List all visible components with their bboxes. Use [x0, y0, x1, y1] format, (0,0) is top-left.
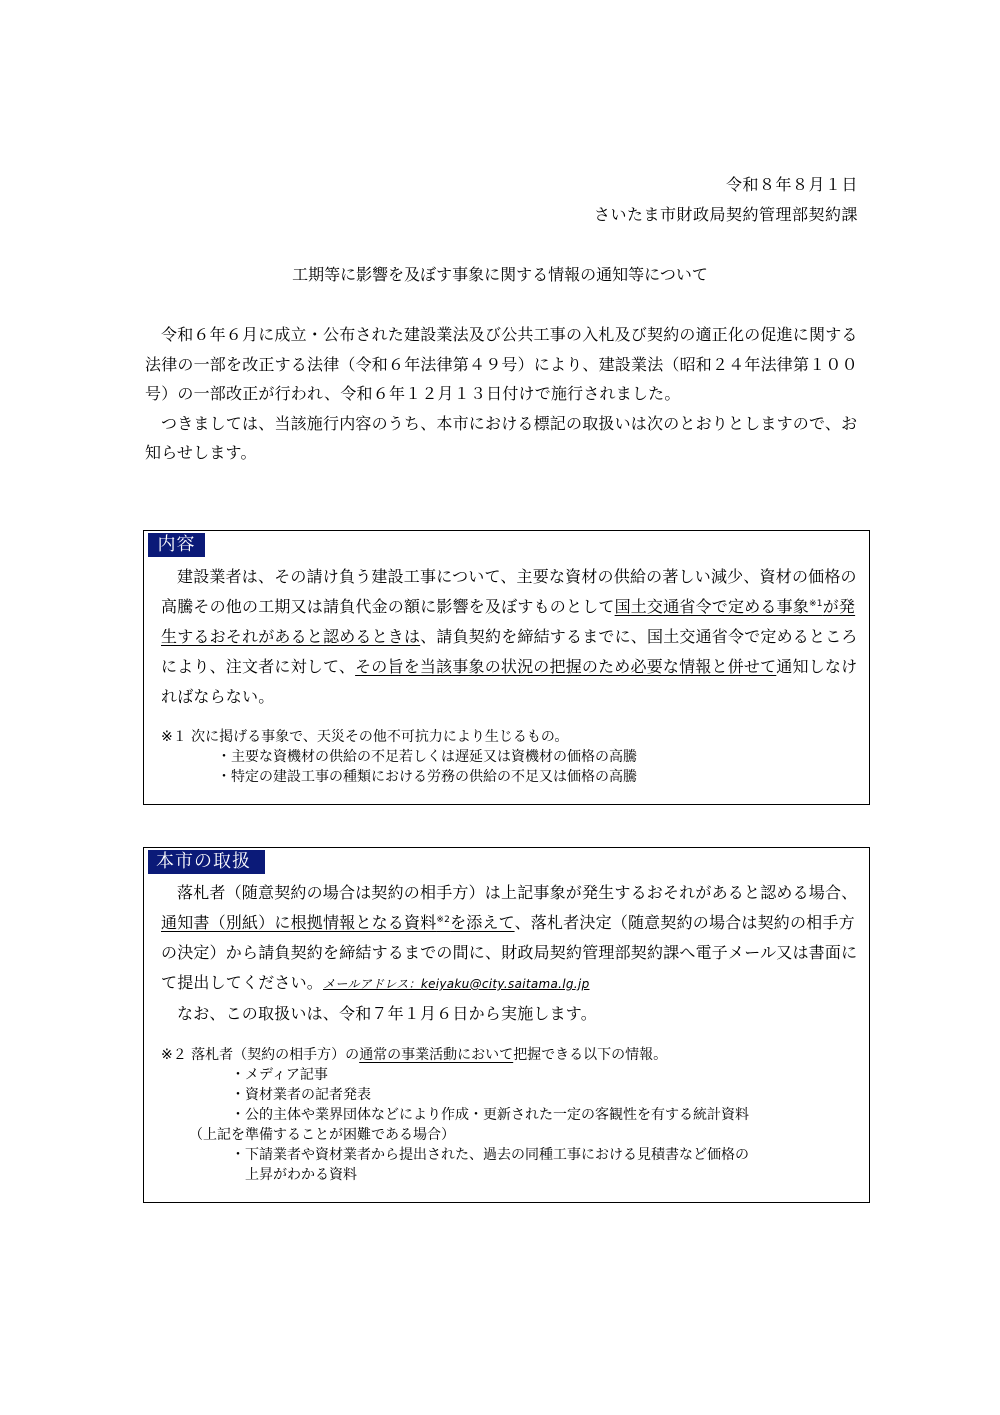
- content-text: 、請負契約を締結するまでに、国土交通省令で定めるところにより、注文者に対して、: [161, 627, 858, 676]
- start-date-text: なお、この取扱いは、令和７年１月６日から実施します。: [177, 1004, 597, 1023]
- content-text-underlined: その旨を当該事象の状況の把握のため必要な情報と併せて: [355, 657, 777, 676]
- intro-paragraph-2: つきましては、当該施行内容のうち、本市における標記の取扱いは次のとおりとしますので、お知らせします。: [145, 413, 858, 462]
- footnote-heading: ※２ 落札者（契約の相手方）の通常の事業活動において把握できる以下の情報。: [161, 1047, 668, 1063]
- content-label: 内容: [148, 533, 205, 557]
- footnote-2: [161, 1045, 861, 1185]
- footnote-item: ・特定の建設工事の種類における労務の供給の不足又は価格の高騰: [217, 769, 637, 785]
- footnote-item: ・下請業者や資材業者から提出された、過去の同種工事における見積書など価格の: [231, 1147, 749, 1163]
- content-text: 建設業者は、その請け負う建設工事について、主要な資材の供給の著しい減少、資材の価格の高騰その他の工期又は請負代金の額に影響を及ぼすものとして: [161, 567, 857, 616]
- city-handling-box: [143, 847, 870, 1203]
- footnote-item: ・公的主体や業界団体などにより作成・更新された一定の客観性を有する統計資料: [231, 1107, 749, 1123]
- footnote-item-cont: 上昇がわかる資料: [245, 1167, 357, 1183]
- content-box: [143, 530, 870, 805]
- footnote-item: ・主要な資機材の供給の不足若しくは遅延又は資機材の価格の高騰: [217, 749, 637, 765]
- email-address[interactable]: メールアドレス：keiyaku@city.saitama.lg.jp: [323, 977, 590, 991]
- footnote-item: ・メディア記事: [231, 1067, 328, 1083]
- footnote-ref-2: ※2: [436, 915, 451, 925]
- issuer-name: さいたま市財政局契約管理部契約課: [593, 205, 858, 224]
- footnote-heading: ※１ 次に掲げる事象で、天災その他不可抗力により生じるもの。: [161, 729, 569, 745]
- intro-paragraph-1: 令和６年６月に成立・公布された建設業法及び公共工事の入札及び契約の適正化の促進に関する法律の一部を改正する法律（令和６年法律第４９号）により、建設業法（昭和２４年法律第１００号）の一部改正が行われ、令和６年１２月１３日付けで施行されました。: [145, 325, 858, 403]
- city-handling-paragraph: 落札者（随意契約の場合は契約の相手方）は上記事象が発生するおそれがあると認める場合、通知書（別紙）に根拠情報となる資料$^{※2}$を添えて、落札者決定（随意契約の場合は契約の相手方の決定）から請負契約を締結するまでの間に、財政局契約管理部契約課へ電子メール又は書面にて提出してください。メールアドレス：keiyaku@city.saitama.lg.jp なお、この取扱いは、令和７年１月６日から実施します。: [161, 878, 859, 1029]
- document-date: 令和８年８月１日: [725, 175, 858, 194]
- content-text-underlined: 国土交通省令で定める事象$^{※1}$が発生するおそれがあると認めるときは: [161, 597, 856, 646]
- document-title: 工期等に影響を及ぼす事象に関する情報の通知等について: [292, 265, 708, 284]
- content-text: 通知しなければならない。: [161, 657, 858, 706]
- footnote-condition: （上記を準備することが困難である場合）: [189, 1127, 455, 1143]
- footnote-1: [161, 727, 861, 787]
- city-handling-label: 本市の取扱: [148, 850, 265, 874]
- intro-section: [145, 320, 860, 468]
- content-paragraph: [161, 562, 859, 712]
- footnote-ref-1: ※1: [809, 599, 823, 609]
- footnote-item: ・資材業者の記者発表: [231, 1087, 371, 1103]
- city-text-underlined: 通知書（別紙）に根拠情報となる資料$^{※2}$を添えて: [161, 913, 515, 932]
